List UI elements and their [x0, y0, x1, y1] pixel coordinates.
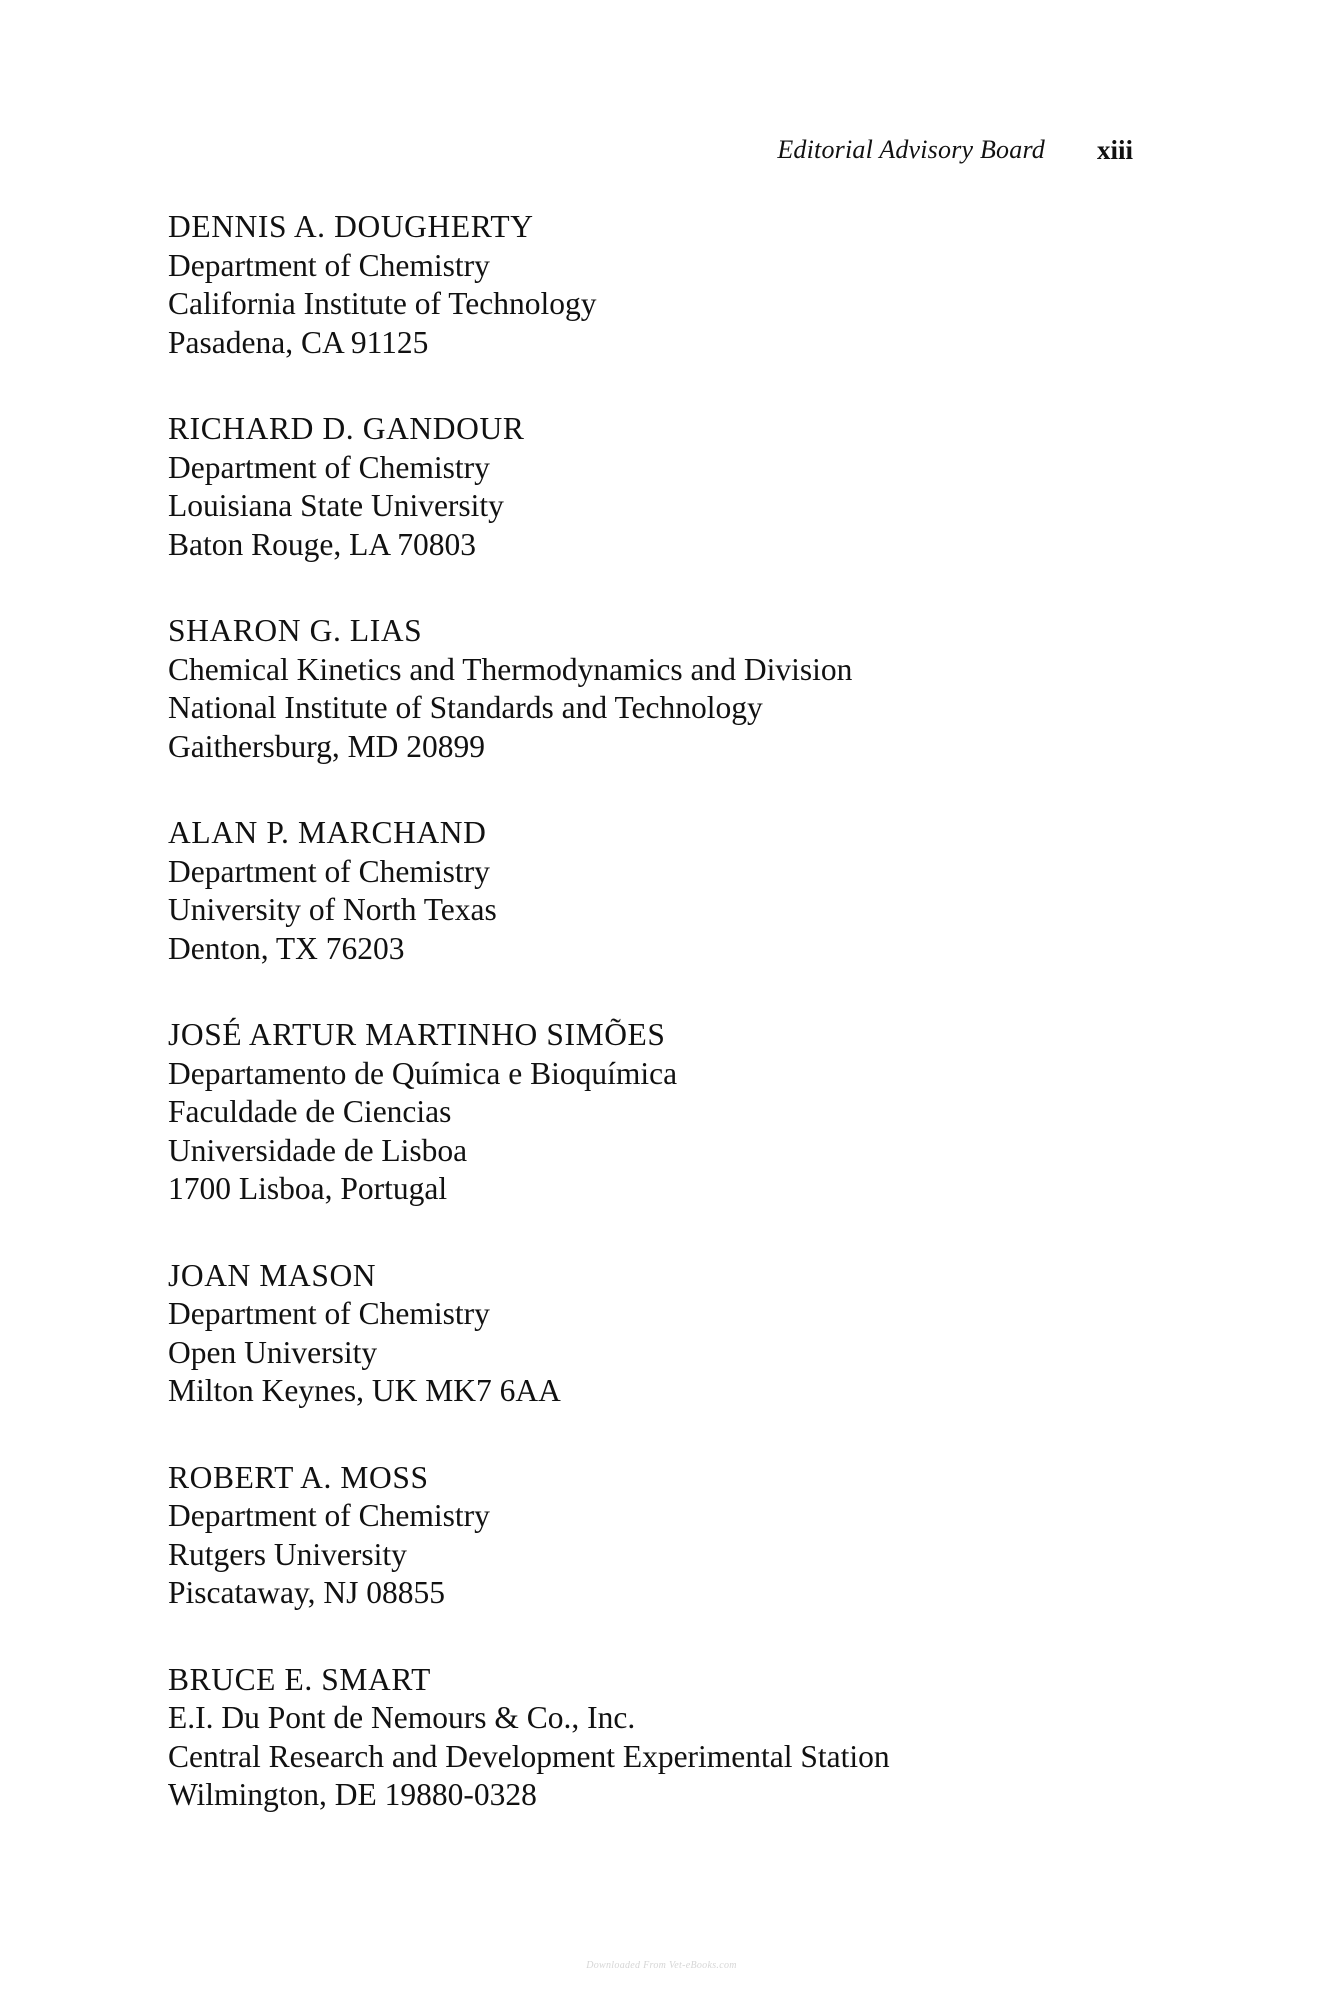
member-institution: Louisiana State University [168, 488, 504, 523]
member-department: Department of Chemistry [168, 1296, 490, 1331]
member-institution: Open University [168, 1334, 378, 1370]
section-title: Editorial Advisory Board [777, 135, 1045, 164]
member-institution: California Institute of Technology [168, 286, 597, 321]
member-department: Department of Chemistry [168, 247, 490, 283]
board-member-entry [168, 1661, 1168, 1815]
board-member-entry [168, 814, 1168, 968]
board-member-entry [168, 1257, 1168, 1411]
download-watermark: Downloaded From Vet-eBooks.com [586, 1960, 737, 1971]
member-name: BRUCE E. SMART [168, 1661, 431, 1697]
member-department: Department of Chemistry [168, 1498, 490, 1533]
member-department: Chemical Kinetics and Thermodynamics and Division [168, 651, 853, 687]
member-institution: National Institute of Standards and Technology [168, 690, 763, 725]
member-name: JOSÉ ARTUR MARTINHO SIMÕES [168, 1017, 666, 1052]
member-faculty: Faculdade de Ciencias [168, 1094, 452, 1129]
member-location: Milton Keynes, UK MK7 6AA [168, 1373, 561, 1408]
page-number: xiii [1096, 135, 1133, 165]
board-member-entry [168, 1016, 1168, 1209]
board-member-entry [168, 208, 1168, 362]
member-name: SHARON G. LIAS [168, 613, 423, 648]
member-location: Baton Rouge, LA 70803 [168, 526, 476, 562]
member-institution: University of North Texas [168, 892, 497, 927]
member-company: E.I. Du Pont de Nemours & Co., Inc. [168, 1700, 636, 1735]
member-location: 1700 Lisboa, Portugal [168, 1171, 448, 1206]
member-department: Departamento de Química e Bioquímica [168, 1055, 678, 1091]
member-location: Gaithersburg, MD 20899 [168, 728, 486, 764]
member-name: RICHARD D. GANDOUR [168, 411, 525, 446]
member-location: Denton, TX 76203 [168, 930, 405, 966]
member-institution: Central Research and Development Experimental Station [168, 1738, 890, 1774]
member-location: Pasadena, CA 91125 [168, 324, 429, 360]
member-name: ROBERT A. MOSS [168, 1459, 429, 1495]
board-member-entry [168, 612, 1168, 766]
member-name: ALAN P. MARCHAND [168, 815, 487, 850]
member-department: Department of Chemistry [168, 449, 490, 485]
board-member-entry [168, 1459, 1168, 1613]
member-location: Wilmington, DE 19880-0328 [168, 1777, 537, 1812]
member-department: Department of Chemistry [168, 853, 490, 889]
board-member-entry [168, 410, 1168, 564]
member-name: JOAN MASON [168, 1257, 377, 1293]
member-institution: Rutgers University [168, 1536, 407, 1572]
member-location: Piscataway, NJ 08855 [168, 1575, 446, 1610]
advisory-board-list [168, 208, 1168, 1863]
member-name: DENNIS A. DOUGHERTY [168, 209, 534, 244]
running-head [0, 135, 1323, 175]
member-institution: Universidade de Lisboa [168, 1132, 468, 1168]
